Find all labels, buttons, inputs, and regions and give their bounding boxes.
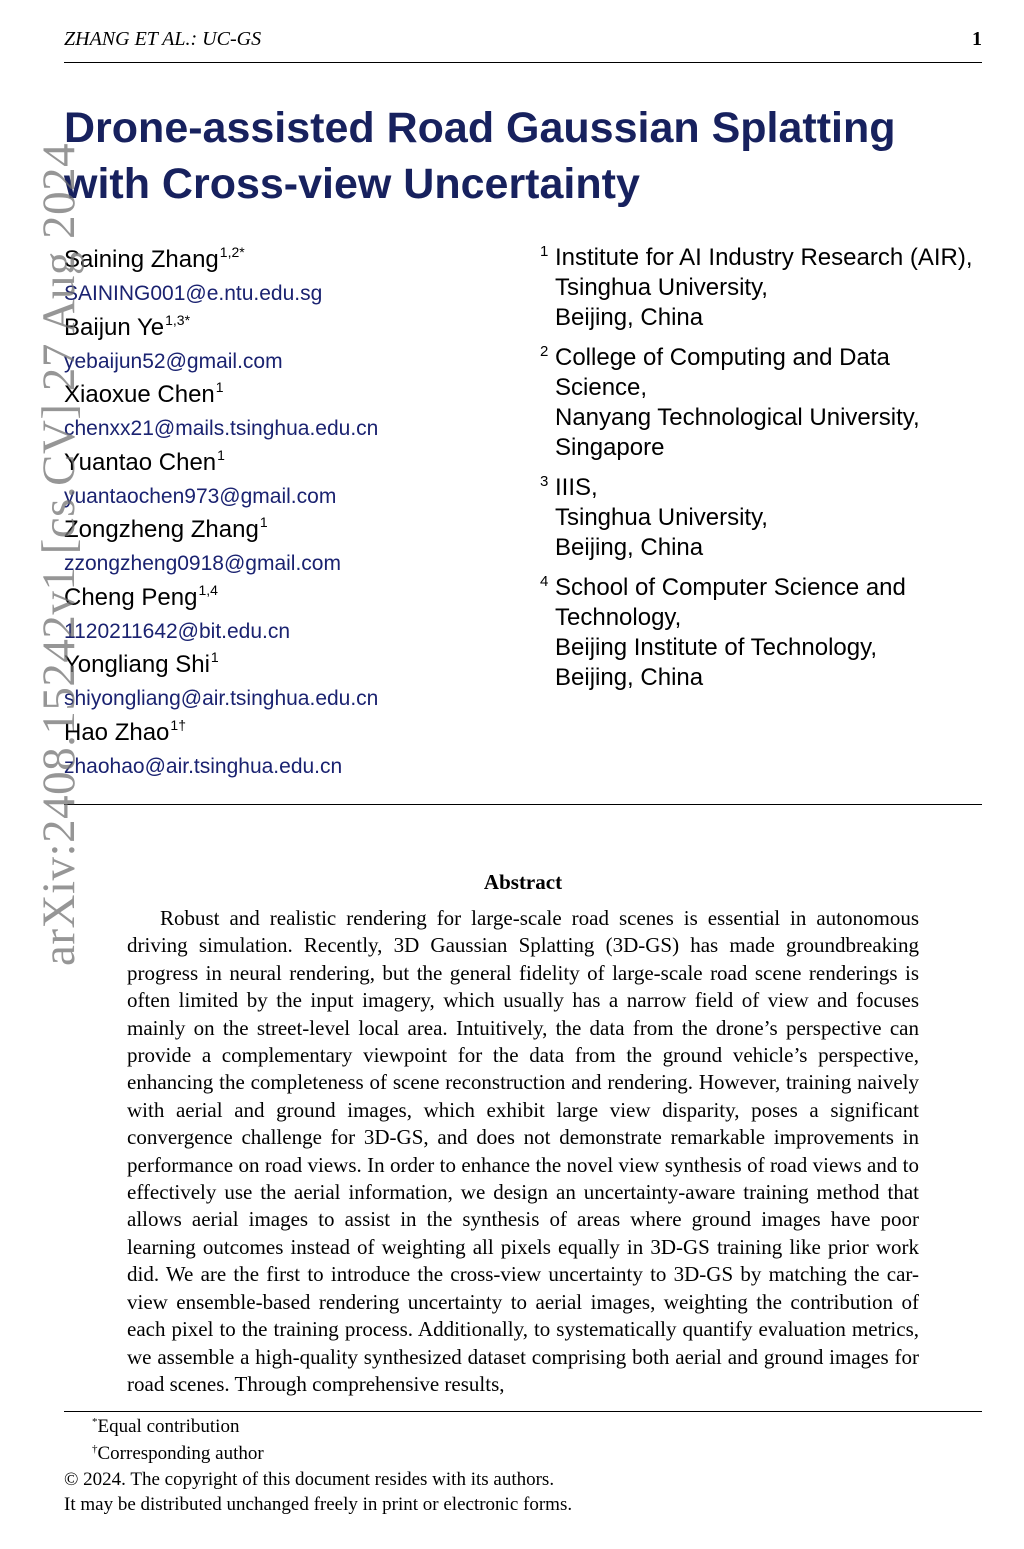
affiliation-number: 4 [540, 573, 549, 590]
affiliation-line: Tsinghua University, [555, 274, 768, 301]
author-affil-mark: 1 [259, 514, 268, 530]
author-entry [64, 446, 524, 514]
author-entry [64, 378, 524, 446]
author-email[interactable]: chenxx21@mails.tsinghua.edu.cn [64, 417, 379, 440]
author-list [64, 243, 524, 783]
affiliation-line: School of Computer Science and [555, 574, 906, 601]
author-name: Hao Zhao [64, 718, 170, 746]
author-email[interactable]: shiyongliang@air.tsinghua.edu.cn [64, 687, 379, 710]
author-name: Yongliang Shi [64, 651, 210, 678]
author-entry [64, 513, 524, 581]
footnote-text: Equal contribution [97, 1416, 240, 1437]
abstract-text: Robust and realistic rendering for large-scale road scenes is essential in autonomous driving simulation. Recently, 3D Gaussian Splatting (3D-GS) has made groundbreaking progress in neural rendering, but the general fidelity of large-scale road scene renderings is often limited by the input imagery, which usually has a narrow field of view and focuses mainly on the street-level local area. Intuitively, the data from the drone’s perspective can provide a complementary viewpoint for the data from the ground vehicle’s perspective, enhancing the completeness of scene reconstruction and rendering. However, training naively with aerial and ground images, which exhibit large view disparity, poses a significant convergence challenge for 3D-GS, and does not demonstrate remarkable improvements in performance on road views. In order to enhance the novel view synthesis of road views and to effectively use the aerial information, we design an uncertainty-aware training method that allows aerial images to assist in the synthesis of areas where ground images have poor learning outcomes instead of weighting all pixels equally in 3D-GS training like prior work did. We are the first to introduce the cross-view uncertainty to 3D-GS by matching the car-view ensemble-based rendering uncertainty to aerial images, weighting the contribution of each pixel to the training process. Additionally, to systematically quantify evaluation metrics, we assemble a high-quality synthesized dataset comprising both aerial and ground images for road scenes. Through comprehensive results, [127, 906, 919, 1396]
affiliation-line: College of Computing and Data [555, 344, 890, 371]
footnote-equal-contribution [64, 1415, 982, 1442]
author-entry [64, 648, 524, 716]
title-line-1: Drone-assisted Road Gaussian Splatting [64, 104, 896, 152]
affiliation-number: 3 [540, 473, 549, 490]
author-email[interactable]: yebaijun52@gmail.com [64, 349, 283, 373]
header-rule [64, 62, 982, 63]
paper-title [64, 100, 964, 212]
affiliation-entry [540, 573, 1010, 693]
affiliation-line: Singapore [555, 434, 665, 461]
title-line-2: with Cross-view Uncertainty [64, 160, 640, 208]
affiliation-line: Technology, [555, 604, 682, 631]
author-email[interactable]: zhaohao@air.tsinghua.edu.cn [64, 754, 343, 778]
author-email[interactable]: yuantaochen973@gmail.com [64, 484, 337, 508]
affiliation-line: Institute for AI Industry Research (AIR), [555, 244, 973, 271]
footnote-corresponding-author [64, 1442, 982, 1469]
affiliation-line: IIIS, [555, 474, 598, 501]
affiliation-line: Beijing, China [555, 534, 704, 561]
copyright-notice: © 2024. The copyright of this document resides with its authors. [64, 1469, 555, 1490]
author-affil-mark: 1 [217, 446, 225, 463]
affiliation-number: 2 [540, 343, 549, 360]
author-affil-mark: 1,2* [219, 244, 245, 260]
arxiv-stamp[interactable]: arXiv:2408.15242v1 [cs.CV] 27 Aug 2024 [33, 142, 85, 966]
author-affil-mark: 1,3* [165, 311, 191, 328]
affiliation-line: Nanyang Technological University, [555, 404, 920, 431]
affiliation-entry [540, 343, 1010, 463]
distribution-notice: It may be distributed unchanged freely in print or electronic forms. [64, 1493, 573, 1515]
author-email[interactable]: SAINING001@e.ntu.edu.sg [64, 282, 323, 305]
page-number: 1 [972, 28, 982, 50]
abstract-body [127, 905, 919, 1398]
affiliation-list [540, 243, 1010, 703]
footnote-text: Corresponding author [97, 1442, 264, 1464]
footnote-mark: * [92, 1416, 98, 1428]
author-email[interactable]: 1120211642@bit.edu.cn [64, 619, 291, 643]
author-entry [64, 311, 524, 379]
abstract-heading: Abstract [483, 870, 563, 894]
footnote-rule [64, 1411, 982, 1412]
author-affil-mark: 1 [210, 649, 219, 665]
affiliation-line: Science, [555, 374, 648, 401]
affiliation-line: Beijing, China [555, 304, 704, 331]
affiliation-number: 1 [540, 243, 549, 260]
affiliation-entry [540, 473, 1010, 563]
author-affil-mark: 1,4 [198, 581, 218, 598]
author-name: Cheng Peng [64, 583, 198, 611]
affiliation-line: Beijing Institute of Technology, [555, 634, 877, 661]
affiliation-entry [540, 243, 1010, 333]
author-name: Baijun Ye [64, 313, 165, 341]
author-name: Zongzheng Zhang [64, 516, 259, 543]
author-email[interactable]: zzongzheng0918@gmail.com [64, 552, 341, 575]
running-title: ZHANG ET AL.: UC-GS [64, 28, 262, 50]
author-block-rule [64, 804, 982, 805]
author-name: Xiaoxue Chen [64, 381, 215, 408]
footnote-mark: † [92, 1442, 98, 1455]
affiliation-line: Beijing, China [555, 664, 704, 691]
author-entry [64, 243, 524, 311]
author-affil-mark: 1 [215, 379, 224, 395]
author-name: Saining Zhang [64, 246, 219, 273]
author-affil-mark: 1† [170, 716, 186, 733]
footnotes [64, 1415, 982, 1517]
author-entry [64, 716, 524, 784]
author-entry [64, 581, 524, 649]
author-name: Yuantao Chen [64, 448, 217, 476]
affiliation-line: Tsinghua University, [555, 504, 768, 531]
